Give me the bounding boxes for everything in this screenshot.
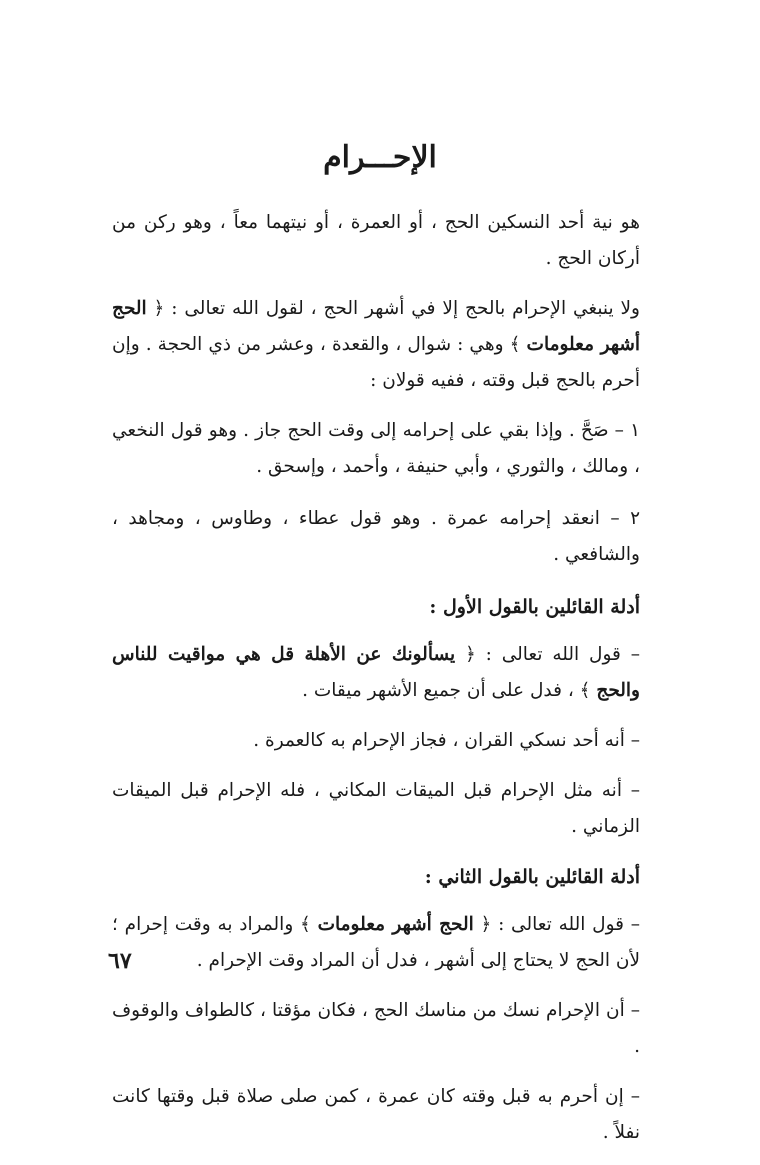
second-evidence-item-1 (112, 907, 640, 979)
intro-paragraph: هو نية أحد النسكين الحج ، أو العمرة ، أو نيتهما معاً ، وهو ركن من أركان الحج . (112, 212, 640, 269)
second-evidence-item-1-text-2: ﴾ والمراد به وقت إحرام ؛ لأن الحج لا يحتاج إلى أشهر ، فدل أن المراد وقت الإحرام . (112, 914, 640, 971)
second-evidence-item-2: – أن الإحرام نسك من مناسك الحج ، فكان مؤقتا ، كالطواف والوقوف . (112, 1000, 640, 1057)
first-evidence-item-2: – أنه أحد نسكي القران ، فجاز الإحرام به كالعمرة . (253, 730, 640, 751)
second-evidence-heading: أدلة القائلين بالقول الثاني : (424, 866, 640, 888)
page-title: الإحـــرام (323, 140, 437, 175)
first-evidence-item-3: – أنه مثل الإحرام قبل الميقات المكاني ، فله الإحرام قبل الميقات الزماني . (112, 780, 640, 837)
months-paragraph-text-1: ولا ينبغي الإحرام بالحج إلا في أشهر الحج ، لقول الله تعالى : ﴿ (146, 298, 640, 319)
second-evidence-item-3: – إن أحرم به قبل وقته كان عمرة ، كمن صلى صلاة قبل وقتها كانت نفلاً . (112, 1086, 640, 1143)
opinion-item-2: ٢ – انعقد إحرامه عمرة . وهو قول عطاء ، وطاوس ، ومجاهد ، والشافعي . (112, 508, 640, 565)
first-evidence-item-1-text-1: – قول الله تعالى : ﴿ (455, 644, 640, 665)
quran-quote: يسألونك عن الأهلة قل هي مواقيت للناس والحج (112, 644, 640, 701)
second-evidence-item-1-text-1: – قول الله تعالى : ﴿ (473, 914, 640, 935)
months-paragraph-text-2: ﴾ وهي : شوال ، والقعدة ، وعشر من ذي الحجة . وإن أحرم بالحج قبل وقته ، ففيه قولان : (112, 334, 640, 391)
opinion-item-1: ١ – صَحَّ . وإذا بقي على إحرامه إلى وقت الحج جاز . وهو قول النخعي ، ومالك ، والثوري ، وأبي حنيفة ، وأحمد ، وإسحق . (112, 420, 640, 477)
quran-quote: الحج أشهر معلومات (112, 298, 641, 355)
first-evidence-item-1 (112, 637, 640, 709)
page-body (112, 205, 640, 1165)
quran-quote: الحج أشهر معلومات (317, 914, 474, 935)
first-evidence-item-1-text-2: ﴾ ، فدل على أن جميع الأشهر ميقات . (302, 680, 597, 701)
first-evidence-heading: أدلة القائلين بالقول الأول : (429, 596, 640, 618)
months-paragraph (112, 291, 640, 399)
page-number: ٦٧ (108, 948, 132, 974)
